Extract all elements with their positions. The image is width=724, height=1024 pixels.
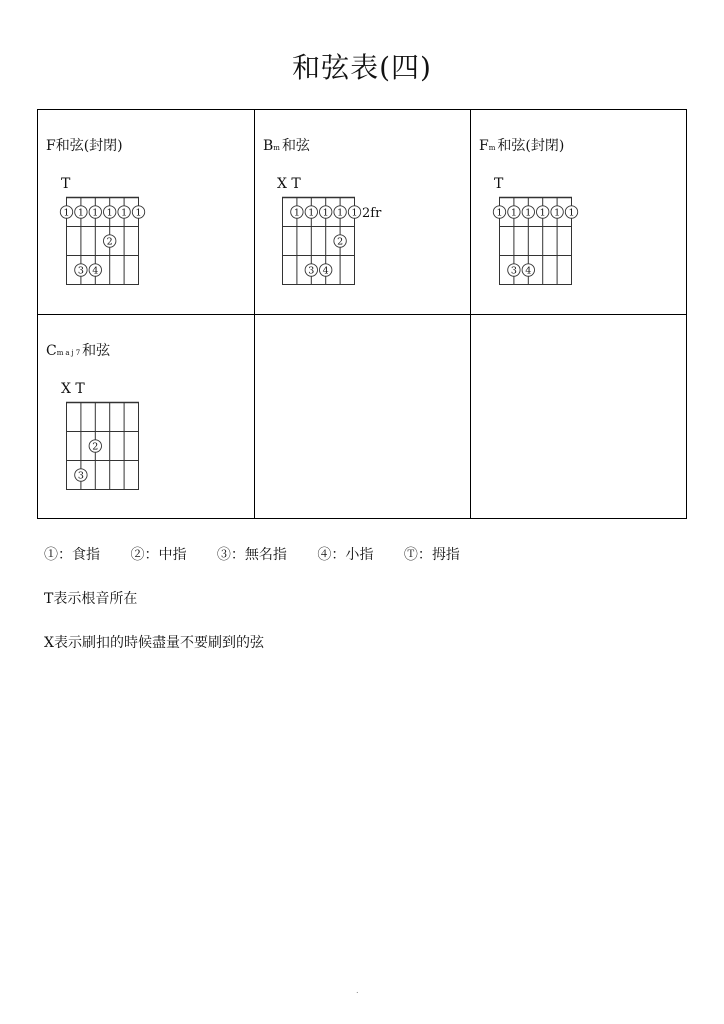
finger-number: 4	[322, 265, 329, 277]
finger-dot	[132, 206, 144, 219]
chord-cell-cmaj7	[38, 315, 254, 518]
finger-dot	[522, 206, 534, 219]
finger-number: 2	[106, 236, 113, 248]
chord-table	[37, 109, 687, 519]
chord-name	[479, 135, 564, 155]
legend-separator: ：	[230, 547, 245, 563]
finger-dot	[522, 264, 534, 277]
finger-dot	[320, 264, 332, 277]
fretboard	[63, 197, 178, 286]
finger-number: 1	[337, 207, 344, 219]
chord-cell-f	[38, 110, 254, 314]
finger-number: 1	[351, 207, 358, 219]
fretboard	[282, 197, 394, 286]
footer-mark: .	[356, 986, 359, 995]
chord-root: C	[46, 343, 57, 359]
finger-number: 3	[308, 265, 315, 277]
finger-number: 1	[554, 207, 561, 219]
legend-label: 中指	[158, 547, 187, 563]
chord-cell-bm	[255, 110, 470, 314]
finger-number: 1	[525, 207, 532, 219]
string-marks: X T	[277, 176, 301, 192]
chord-suffix: 和弦	[82, 343, 111, 359]
finger-legend	[44, 544, 486, 564]
fretboard	[496, 197, 611, 286]
finger-dot	[493, 206, 505, 219]
legend-separator: ：	[144, 547, 159, 563]
finger-number: 3	[510, 265, 517, 277]
legend-item	[44, 544, 100, 564]
root-note: T表示根音所在	[44, 591, 138, 607]
finger-dot	[89, 264, 101, 277]
legend-item	[217, 544, 287, 564]
chord-suffix: 和弦	[281, 138, 310, 154]
string-marks: T	[61, 176, 71, 192]
finger-number: 2	[92, 441, 99, 453]
finger-number: 1	[293, 207, 300, 219]
finger-number: 1	[135, 207, 142, 219]
legend-symbol: ①	[44, 547, 58, 563]
finger-dot	[305, 206, 317, 219]
legend-label: 拇指	[431, 547, 460, 563]
legend-symbol: Ⓣ	[403, 547, 418, 563]
finger-dot	[565, 206, 577, 219]
chord-root: F	[46, 138, 56, 154]
legend-item	[317, 544, 373, 564]
finger-number: 4	[525, 265, 532, 277]
finger-dot	[104, 206, 116, 219]
finger-dot	[60, 206, 72, 219]
finger-dot	[537, 206, 549, 219]
finger-number: 1	[510, 207, 517, 219]
mute-note: X表示刷扣的時候盡量不要刷到的弦	[44, 635, 264, 651]
empty-cell	[471, 315, 686, 518]
finger-number: 1	[106, 207, 113, 219]
legend-label: 小指	[345, 547, 374, 563]
finger-number: 1	[496, 207, 503, 219]
legend-symbol: ④	[317, 547, 332, 563]
finger-dot	[118, 206, 130, 219]
chord-diagram	[282, 197, 382, 285]
finger-number: 1	[92, 207, 99, 219]
chord-suffix: 和弦(封閉)	[55, 138, 123, 154]
chord-suffix: 和弦(封閉)	[497, 138, 565, 154]
finger-dot	[334, 235, 346, 248]
chord-quality: m	[488, 144, 498, 152]
finger-number: 1	[77, 207, 84, 219]
legend-separator: ：	[417, 547, 432, 563]
finger-dot	[89, 206, 101, 219]
finger-number: 1	[322, 207, 329, 219]
finger-number: 1	[539, 207, 546, 219]
finger-dot	[551, 206, 563, 219]
chord-diagram	[496, 197, 575, 285]
finger-dot	[334, 206, 346, 219]
finger-dot	[75, 206, 87, 219]
finger-number: 4	[92, 265, 99, 277]
finger-number: 1	[308, 207, 315, 219]
chord-cell-fm	[471, 110, 686, 314]
finger-dot	[89, 440, 101, 453]
legend-symbol: ③	[216, 547, 231, 563]
fretboard	[66, 402, 178, 491]
legend-label: 無名指	[244, 547, 287, 563]
string-marks: T	[494, 176, 504, 192]
finger-dot	[75, 469, 87, 482]
chord-name	[46, 340, 110, 360]
chord-diagram	[63, 197, 142, 285]
finger-number: 3	[77, 265, 84, 277]
chord-quality: maj7	[56, 349, 83, 357]
legend-item	[404, 544, 460, 564]
page-title: 和弦表(四)	[292, 51, 432, 84]
finger-dot	[508, 264, 520, 277]
chord-diagram	[66, 402, 138, 490]
finger-dot	[320, 206, 332, 219]
finger-dot	[508, 206, 520, 219]
finger-dot	[291, 206, 303, 219]
legend-separator: ：	[58, 547, 72, 563]
finger-number: 1	[121, 207, 128, 219]
legend-item	[130, 544, 186, 564]
empty-cell	[255, 315, 470, 518]
chord-quality: m	[273, 144, 282, 152]
finger-number: 3	[77, 470, 84, 482]
chord-root: F	[479, 138, 489, 154]
string-marks: X T	[61, 381, 85, 397]
finger-dot	[75, 264, 87, 277]
chord-name	[263, 135, 310, 155]
finger-dot	[104, 235, 116, 248]
finger-dot	[305, 264, 317, 277]
finger-number: 1	[63, 207, 70, 219]
chord-name	[46, 135, 123, 155]
legend-symbol: ②	[130, 547, 145, 563]
finger-number: 1	[568, 207, 575, 219]
legend-separator: ：	[331, 547, 346, 563]
finger-dot	[348, 206, 360, 219]
chord-root: B	[263, 138, 274, 154]
legend-label: 食指	[72, 547, 100, 563]
fret-position-label: 2fr	[362, 206, 382, 221]
finger-number: 2	[337, 236, 344, 248]
